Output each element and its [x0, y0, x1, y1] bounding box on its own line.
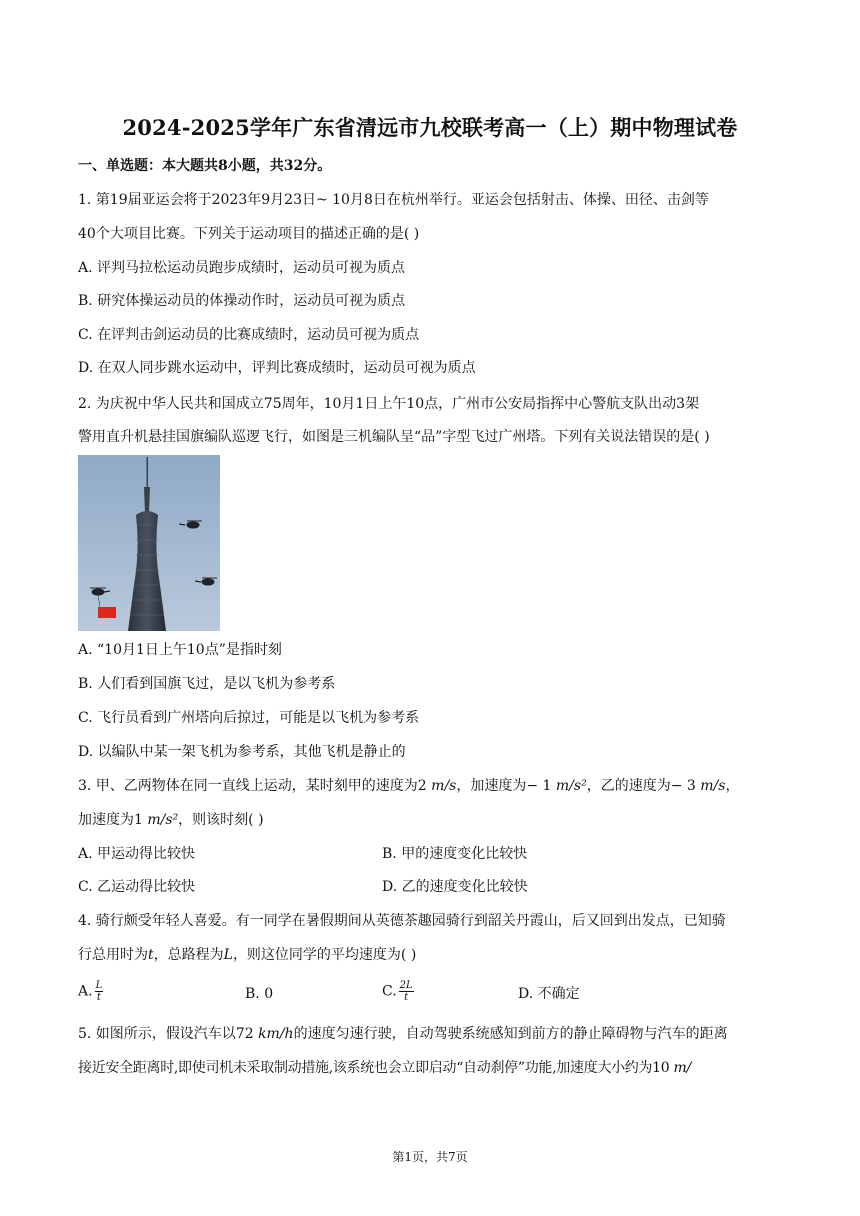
q3-text-6: ，则该时刻( ): [178, 812, 264, 828]
question-2-stem-line2: 警用直升机悬挂国旗编队巡逻飞行，如图是三机编队呈“品”字型飞过广州塔。下列有关说法错误的是( ): [78, 429, 710, 445]
q3-text-1: 3. 甲、乙两物体在同一直线上运动，某时刻甲的速度为2: [78, 778, 432, 794]
question-2-option-d: D. 以编队中某一架飞机为参考系，其他飞机是静止的: [78, 744, 406, 760]
question-5-stem-line1: [78, 1024, 788, 1044]
q5-text-2: 的速度匀速行驶，自动驾驶系统感知到前方的静止障碍物与汽车的距离: [293, 1026, 728, 1042]
question-4-stem-line1: 4. 骑行颇受年轻人喜爱。有一同学在暑假期间从英德茶趣园骑行到韶关丹霞山，后又回到出发点，已知骑: [78, 913, 726, 929]
q3-unit-2: m/s²: [555, 778, 587, 794]
question-1-option-c: C. 在评判击剑运动员的比赛成绩时，运动员可视为质点: [78, 327, 420, 343]
question-4-option-c: [382, 980, 416, 1003]
question-3-stem-line1: [78, 776, 788, 796]
question-2-option-c: C. 飞行员看到广州塔向后掠过，可能是以飞机为参考系: [78, 710, 420, 726]
question-5-stem-line2: [78, 1058, 788, 1078]
question-2-option-b: B. 人们看到国旗飞过，是以飞机为参考系: [78, 676, 336, 692]
q4-c-fraction: [399, 980, 414, 1003]
question-1-stem-line1: 1. 第19届亚运会将于2023年9月23日~ 10月8日在杭州举行。亚运会包括射击、体操、田径、击剑等: [78, 192, 709, 208]
question-1-stem-line2: 40个大项目比赛。下列关于运动项目的描述正确的是( ): [78, 226, 420, 242]
question-4-option-d: D. 不确定: [518, 986, 580, 1002]
q3-unit-1: m/s: [431, 778, 457, 794]
q3-text-3: ，乙的速度为− 3: [586, 778, 701, 794]
question-1-option-d: D. 在双人同步跳水运动中，评判比赛成绩时，运动员可视为质点: [78, 360, 476, 376]
question-2-stem-line1: 2. 为庆祝中华人民共和国成立75周年，10月1日上午10点，广州市公安局指挥中心警航支队出动3架: [78, 396, 700, 412]
question-3-stem-line2: [78, 810, 788, 830]
page-title: 2024-2025学年广东省清远市九校联考高一（上）期中物理试卷: [122, 115, 738, 140]
q5-text-1: 5. 如图所示，假设汽车以72: [78, 1026, 259, 1042]
question-4-stem-line2: [78, 945, 788, 965]
q4-a-numerator: L: [95, 980, 103, 991]
canton-tower-helicopters-photo: [78, 455, 220, 631]
question-3-option-d: D. 乙的速度变化比较快: [382, 879, 528, 895]
question-3-option-c: C. 乙运动得比较快: [78, 879, 196, 895]
q4-c-numerator: 2L: [399, 980, 413, 991]
q5-unit-1: km/h: [258, 1026, 294, 1042]
question-3-option-a: A. 甲运动得比较快: [78, 846, 196, 862]
q5-unit-2: m/: [673, 1060, 691, 1076]
q3-text-2: ，加速度为− 1: [456, 778, 556, 794]
q3-text-5: 加速度为1: [78, 812, 148, 828]
question-1-option-a: A. 评判马拉松运动员跑步成绩时，运动员可视为质点: [78, 260, 406, 276]
q4-c-denominator: t: [404, 992, 409, 1003]
question-4-option-b: B. 0: [245, 986, 274, 1002]
question-1-option-b: B. 研究体操运动员的体操动作时，运动员可视为质点: [78, 293, 406, 309]
question-2-option-a: A. “10月1日上午10点”是指时刻: [78, 642, 282, 658]
q4-a-denominator: t: [96, 992, 101, 1003]
q3-unit-3: m/s: [700, 778, 726, 794]
q4-text-3: ，则这位同学的平均速度为( ): [232, 947, 417, 963]
section-heading: 一、单选题：本大题共8小题，共32分。: [78, 158, 332, 174]
q4-text-1: 行总用时为: [78, 947, 148, 963]
q4-a-fraction: [95, 980, 104, 1003]
q4-text-2: ，总路程为: [153, 947, 224, 963]
q4-var-l: L: [223, 947, 233, 963]
q4-a-label: A.: [78, 983, 93, 1000]
q4-var-t: t: [148, 947, 154, 963]
question-4-option-a: [78, 980, 105, 1003]
q4-c-label: C.: [382, 983, 397, 1000]
q5-text-3: 接近安全距离时,即使司机未采取制动措施,该系统也会立即启动“自动刹停”功能,加速度大小约为10: [78, 1060, 674, 1076]
page-footer: 第1页，共7页: [392, 1150, 468, 1164]
q3-unit-4: m/s²: [147, 812, 179, 828]
q3-text-4: ，: [725, 778, 740, 794]
question-3-option-b: B. 甲的速度变化比较快: [382, 846, 528, 862]
